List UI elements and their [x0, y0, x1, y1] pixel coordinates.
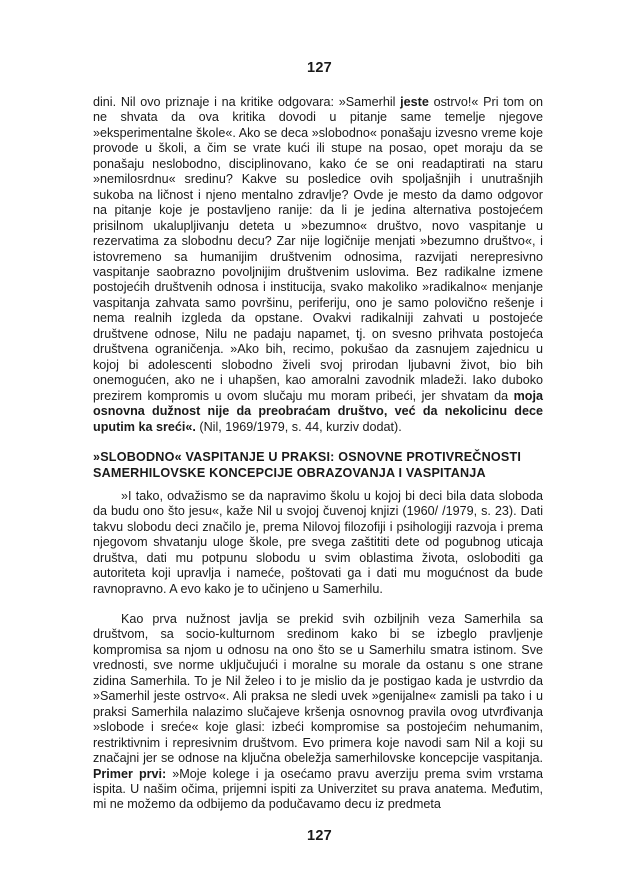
paragraph-3-text-b: »Moje kolege i ja osećamo pravu averziju prema svim vrstama ispita. U našim očima, prijemni ispiti za Univerzitet su prava anatema. Međutim, mi ne možemo da odbijemo da podučavamo decu iz predmeta: [93, 766, 543, 812]
page-number-bottom: 127: [306, 828, 333, 844]
paragraph-3-text-a: Kao prva nužnost javlja se prekid svih ozbiljnih veza Samerhila sa društvom, sa socio-kulturnom sredinom kako bi se izbeglo pravljenje kompromisa sa njom u odnosu na ono što se u Samerhilu smatra istinom. Sve vrednosti, sve norme uključujući i moralne su morale da ostanu s one strane zidina Samerhila. To je Nil želeo i to je mislio da je postigao kada je ustvrdio da »Samerhil jeste ostrvo«. Ali praksa ne sledi uvek »genijalne« zamisli pa tako i u praksi Samerhila nalazimo slučajeve kršenja osnovnog pravila ovog utvrđivanja »slobode i sreće« koje glasi: izbeći kompromise sa postojećim nehumanim, restriktivnim i represivnim društvom. Evo primera koje navodi sam Nil a koji su značajni jer se odnose na ključna obeležja samerhilovske koncepcije vaspitanja.: [93, 612, 543, 766]
paragraph-1-text-a: dini. Nil ovo priznaje i na kritike odgovara: »Samerhil: [93, 95, 401, 109]
section-heading: »SLOBODNO« VASPITANJE U PRAKSI: OSNOVNE PROTIVREČNOSTI SAMERHILOVSKE KONCEPCIJE OBRAZOVANJA I VASPITANJA: [93, 450, 522, 480]
paragraph-1: [93, 95, 543, 435]
paragraph-1-citation: (Nil, 1969/1979, s. 44, kurziv dodat).: [195, 419, 402, 434]
paragraph-2: »I tako, odvažismo se da napravimo školu u kojoj bi deci bila data sloboda da budu ono što jesu«, kaže Nil u svojoj čuvenoj knjizi (1960/ /1979, s. 23). Dati takvu slobodu deci značilo je, prema Nilovoj filozofiji i psihologiji razvoja i prema njegovom shvatanju uloge škole, pre svega zaštititi dete od pogubnog uticaja društva, dati mu potpunu slobodu u svim oblastima života, osloboditi ga autoriteta koji upravlja i nameće, poštovati ga i dati mu mogućnost da bude ravnopravno. A evo kako je to učinjeno u Samerhilu.: [93, 489, 543, 596]
paragraph-1-text-b: ostrvo!« Pri tom on ne shvata da ova kritika dovodi u pitanje same temelje njegove »eksperimentalne škole«. Ako se deca »slobodno« ponašaju izvesno vreme koje provode u školi, a čim se vrate kući ili stupe na posao, opet moraju da se ponašaju neslobodno, disciplinovano, kako će se oni readaptirati na staru »nemilosrdnu« sredinu? Kakve su posledice ovih spoljašnjih i unutrašnjih sukoba na ličnost i njeno mentalno zdravlje? Ovde je mesto da damo odgovor na pitanje koje je postavljeno ranije: da li je jedina alternativa postojećem prisilnom ukalupljivanju deteta u »bezumno« društvo, novo vaspitanje u rezervatima za slobodnu decu? Zar nije logičnije menjati »bezumno društvo«, i istovremeno sa humanijim društvenim odnosima, razvijati nerepresivno vaspitanje saobrazno povoljnijim društvenim uslovima. Bez radikalne izmene postojećih društvenih odnosa i institucija, svako makoliko »radikalno« menjanje vaspitanja zahvata samo površinu, periferiju, ono je samo polovično rešenje i nema realnih izgleda da opstane. Ovakvi radikalniji zahvati u postojeće društvene odnose, Nilu ne padaju napamet, tj. on svesno prihvata postojeća društvena ograničenja. »Ako bih, recimo, pokušao da zasnujem zajednicu u kojoj bi adolescenti slobodno živeli svoj prirodan ljubavni život, bio bih onemogućen, ako ne i uhapšen, kao amoralni zavodnik mladeži. Iako duboko prezirem kompromis u ovom slučaju mu moram pribeći, jer shvatam da: [93, 95, 543, 403]
page-number-top: 127: [306, 60, 333, 76]
paragraph-1-bold-jeste: jeste: [400, 95, 429, 109]
paragraph-3: [93, 612, 543, 813]
paragraph-3-bold-primer: Primer prvi:: [93, 766, 167, 781]
paragraph-1-bold-quote: moja osnovna dužnost nije da preobraćam društvo, već da nekolicinu dece uputim ka sreći«.: [93, 388, 543, 434]
